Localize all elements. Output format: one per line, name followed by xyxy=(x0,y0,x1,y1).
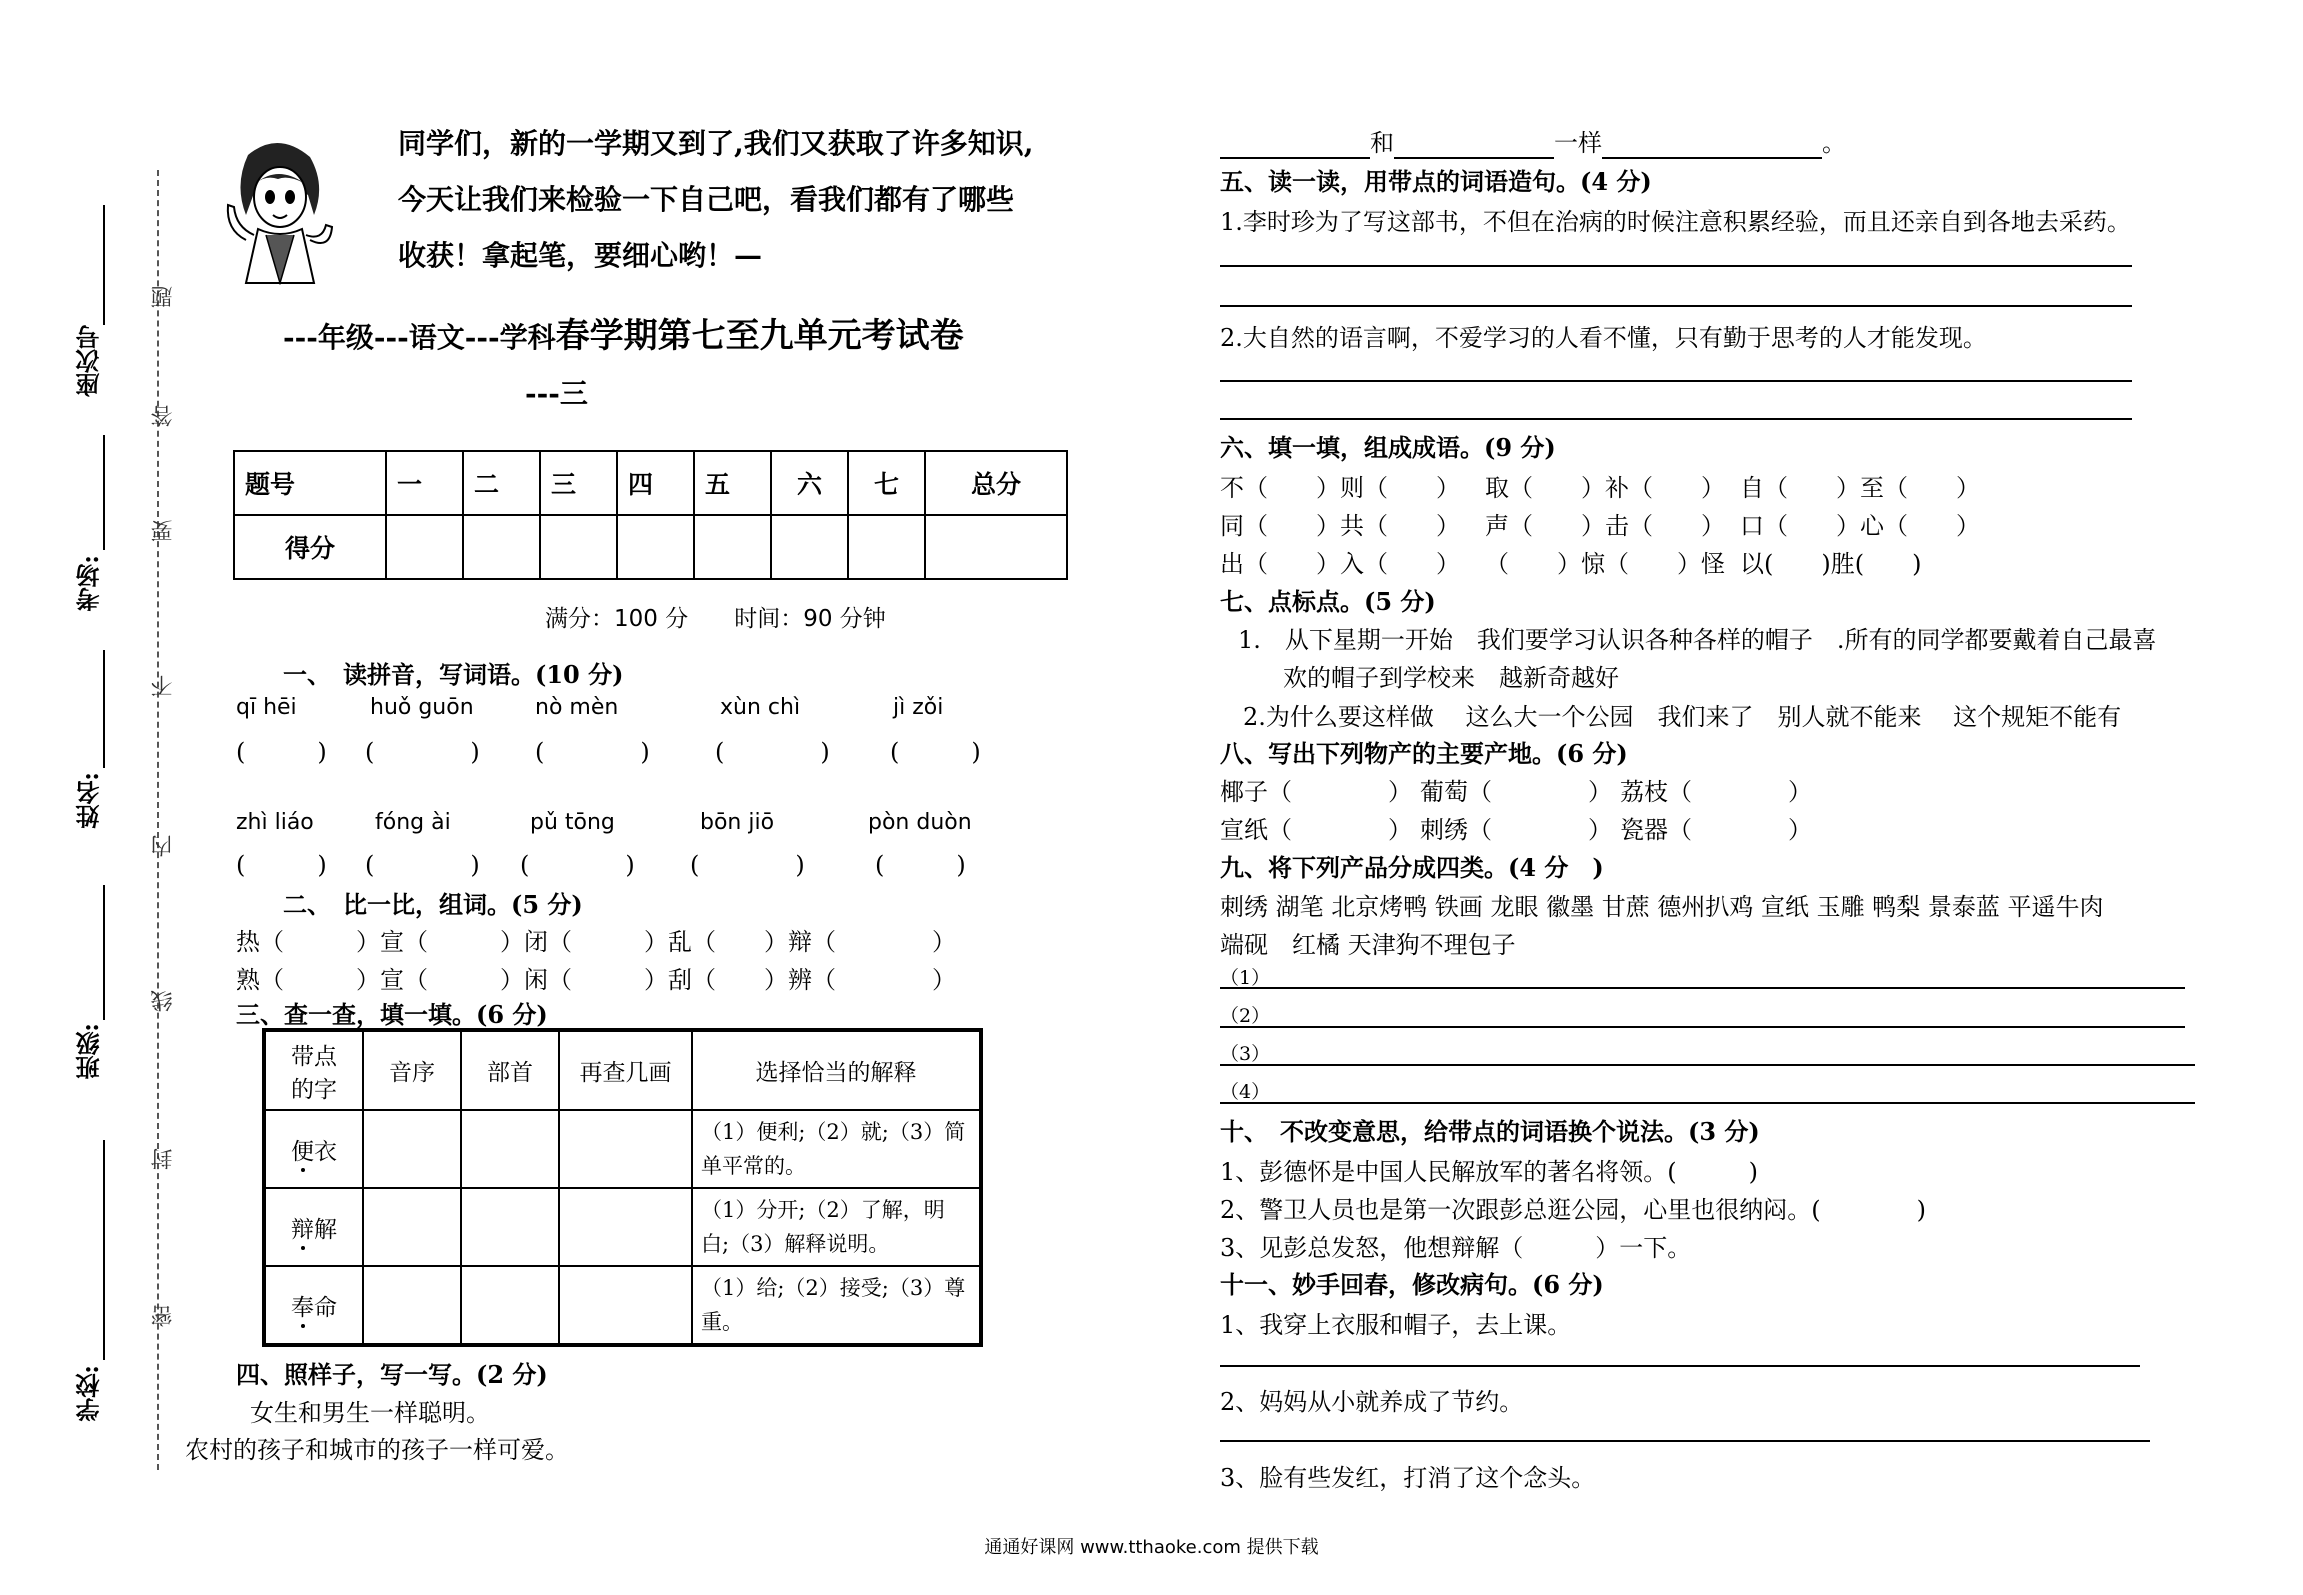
score-cell[interactable] xyxy=(386,515,463,579)
answer-paren-3[interactable]: ( ) xyxy=(535,738,650,766)
answer-paren-1[interactable]: ( ) xyxy=(236,738,327,766)
score-cell[interactable] xyxy=(540,515,617,579)
section-5-title: 五、读一读，用带点的词语造句。(4 分) xyxy=(1220,167,1652,196)
correction-line-1[interactable] xyxy=(1220,1365,2140,1367)
lookup-answer-cell[interactable] xyxy=(461,1110,559,1188)
answer-paren-10[interactable]: ( ) xyxy=(875,851,966,879)
pinyin-3: nò mèn xyxy=(535,695,619,720)
rephrase-q1[interactable]: 1、彭德怀是中国人民解放军的著名将领。( ) xyxy=(1220,1158,1758,1186)
dotted-char: 便 xyxy=(291,1133,314,1166)
compare-item[interactable]: 乱（ ） xyxy=(668,928,788,956)
lookup-header-cell: 再查几画 xyxy=(559,1030,692,1110)
compare-item[interactable]: 辩（ ） xyxy=(788,928,956,956)
lookup-answer-cell[interactable] xyxy=(559,1266,692,1345)
answer-paren-8[interactable]: ( ) xyxy=(520,851,635,879)
title-prefix: ---年级---语文---学科 xyxy=(283,321,556,354)
lookup-answer-cell[interactable] xyxy=(363,1110,461,1188)
lookup-answer-cell[interactable] xyxy=(461,1188,559,1266)
dotted-char: 奉 xyxy=(291,1289,314,1322)
answer-paren-6[interactable]: ( ) xyxy=(236,851,327,879)
answer-paren-5[interactable]: ( ) xyxy=(890,738,981,766)
score-header-cell: 七 xyxy=(848,451,925,515)
score-table xyxy=(233,450,1068,580)
seat-number-label: 座次号 xyxy=(75,325,104,397)
pinyin-9: bōn jiō xyxy=(700,810,775,835)
school-line xyxy=(103,1140,105,1360)
compare-item[interactable]: 闭（ ） xyxy=(524,928,668,956)
lookup-answer-cell[interactable] xyxy=(363,1188,461,1266)
compare-row-1 xyxy=(236,922,956,957)
idiom-3[interactable]: 自（ ）至（ ） xyxy=(1740,474,1980,502)
section-6-title: 六、填一填，组成成语。(9 分) xyxy=(1220,433,1556,462)
lookup-header-cell: 带点 的字 xyxy=(264,1030,363,1110)
dotted-char: 辩 xyxy=(291,1211,314,1244)
sentence-end: 。 xyxy=(1822,129,1846,157)
idiom-9[interactable]: 以( )胜( ) xyxy=(1740,550,1922,578)
compare-item[interactable]: 闲（ ） xyxy=(524,966,668,994)
answer-paren-9[interactable]: ( ) xyxy=(690,851,805,879)
class-line xyxy=(103,885,105,1020)
imitation-answer-line xyxy=(1220,123,1846,159)
idiom-8[interactable]: （ ）惊（ ）怪 xyxy=(1485,550,1725,578)
seal-char-mi: 密 xyxy=(151,1305,176,1327)
score-header-cell: 三 xyxy=(540,451,617,515)
seal-char-da: 答 xyxy=(151,405,176,427)
correction-line-2[interactable] xyxy=(1220,1440,2150,1442)
seal-char-feng: 封 xyxy=(151,1148,176,1170)
category-label-2: （2） xyxy=(1220,1005,1271,1027)
product-list-1: 刺绣 湖笔 北京烤鸭 铁画 龙眼 徽墨 甘蔗 德州扒鸡 宣纸 玉雕 鸭梨 景泰蓝 平遥牛肉 xyxy=(1220,893,2104,921)
pinyin-8: pǔ tōng xyxy=(530,810,615,835)
answer-paren-7[interactable]: ( ) xyxy=(365,851,480,879)
seal-char-yao: 要 xyxy=(151,520,176,542)
category-line-2[interactable] xyxy=(1220,1026,2185,1028)
pinyin-1: qī hēi xyxy=(236,695,297,720)
category-label-4: （4） xyxy=(1220,1081,1271,1103)
seal-char-ti: 题 xyxy=(151,286,176,308)
example-sentence-1: 女生和男生一样聪明。 xyxy=(250,1399,490,1427)
exam-room-label: 考场: xyxy=(75,555,104,612)
lookup-char xyxy=(264,1266,363,1345)
lookup-header-cell: 部首 xyxy=(461,1030,559,1110)
score-header-cell: 总分 xyxy=(925,451,1067,515)
score-row-label: 得分 xyxy=(234,515,386,579)
correction-q1: 1、我穿上衣服和帽子，去上课。 xyxy=(1220,1311,1572,1339)
score-cell[interactable] xyxy=(848,515,925,579)
char-rest: 命 xyxy=(314,1294,337,1321)
idiom-1[interactable]: 不（ ）则（ ） xyxy=(1220,474,1460,502)
exam-title xyxy=(283,308,964,357)
answer-line[interactable] xyxy=(1220,265,2132,267)
score-table-header-row xyxy=(234,451,1067,515)
category-label-3: （3） xyxy=(1220,1043,1271,1065)
class-label: 班级: xyxy=(75,1023,104,1080)
product-1[interactable]: 椰子（ ） xyxy=(1220,778,1412,806)
idiom-2[interactable]: 取（ ）补（ ） xyxy=(1485,474,1725,502)
lookup-row xyxy=(264,1188,981,1266)
section-7-title: 七、点标点。(5 分) xyxy=(1220,587,1436,616)
score-cell[interactable] xyxy=(694,515,771,579)
answer-line[interactable] xyxy=(1220,380,2132,382)
score-header-cell: 一 xyxy=(386,451,463,515)
score-header-cell: 二 xyxy=(463,451,540,515)
rephrase-q2[interactable]: 2、警卫人员也是第一次跟彭总逛公园，心里也很纳闷。( ) xyxy=(1220,1196,1926,1224)
category-label-1: （1） xyxy=(1220,967,1271,989)
lookup-options: （1）给;（2）接受;（3）尊重。 xyxy=(692,1266,981,1345)
seal-char-nei: 内 xyxy=(151,835,176,857)
char-rest: 解 xyxy=(314,1216,337,1243)
page-footer: 通通好课网 www.tthaoke.com 提供下载 xyxy=(984,1537,1319,1558)
product-5[interactable]: 刺绣（ ） xyxy=(1420,816,1612,844)
section-3-title: 三、查一查，填一填。(6 分) xyxy=(236,1000,548,1029)
score-cell[interactable] xyxy=(463,515,540,579)
section-9-title: 九、将下列产品分成四类。(4 分 ) xyxy=(1220,853,1604,882)
answer-line[interactable] xyxy=(1220,418,2132,420)
section-11-title: 十一、妙手回春，修改病句。(6 分) xyxy=(1220,1270,1604,1299)
idiom-7[interactable]: 出（ ）入（ ） xyxy=(1220,550,1460,578)
correction-q3: 3、脸有些发红，打消了这个念头。 xyxy=(1220,1464,1596,1492)
section-10-title: 十、 不改变意思，给带点的词语换个说法。(3 分) xyxy=(1220,1117,1760,1146)
lookup-header-cell: 选择恰当的解释 xyxy=(692,1030,981,1110)
title-sub: ---三 xyxy=(525,377,588,410)
product-3[interactable]: 荔枝（ ） xyxy=(1620,778,1812,806)
lookup-options: （1）分开;（2）了解，明白;（3）解释说明。 xyxy=(692,1188,981,1266)
compare-item[interactable]: 刮（ ） xyxy=(668,966,788,994)
answer-paren-4[interactable]: ( ) xyxy=(715,738,830,766)
seal-char-xian: 线 xyxy=(151,990,176,1012)
lookup-header-cell: 音序 xyxy=(363,1030,461,1110)
category-line-1[interactable] xyxy=(1220,987,2185,989)
pinyin-2: huǒ guōn xyxy=(370,695,474,720)
correction-q2: 2、妈妈从小就养成了节约。 xyxy=(1220,1388,1524,1416)
lookup-char xyxy=(264,1188,363,1266)
product-6[interactable]: 瓷器（ ） xyxy=(1620,816,1812,844)
intro-line-3: 收获！拿起笔，要细心哟！— xyxy=(398,239,763,272)
example-sentence-2: 农村的孩子和城市的孩子一样可爱。 xyxy=(185,1436,569,1464)
title-main: 春学期第七至九单元考试卷 xyxy=(555,316,964,356)
score-cell[interactable] xyxy=(925,515,1067,579)
seal-char-bu: 不 xyxy=(151,675,176,697)
char-rest: 衣 xyxy=(314,1138,337,1165)
blank-1[interactable] xyxy=(1220,129,1370,159)
category-line-4[interactable] xyxy=(1220,1102,2195,1104)
blank-3[interactable] xyxy=(1602,129,1822,159)
answer-line[interactable] xyxy=(1220,305,2132,307)
product-list-2: 端砚 红橘 天津狗不理包子 xyxy=(1220,931,1516,959)
compare-item[interactable]: 热（ ） xyxy=(236,928,380,956)
blank-2[interactable] xyxy=(1394,129,1554,159)
lookup-answer-cell[interactable] xyxy=(559,1188,692,1266)
pinyin-7: fóng ài xyxy=(375,810,451,835)
compare-item[interactable]: 宣（ ） xyxy=(380,928,524,956)
word-yiyang: 一样 xyxy=(1554,129,1602,157)
lookup-answer-cell[interactable] xyxy=(559,1110,692,1188)
lookup-char xyxy=(264,1110,363,1188)
product-2[interactable]: 葡萄（ ） xyxy=(1420,778,1612,806)
pinyin-4: xùn chì xyxy=(720,695,801,720)
compare-item[interactable]: 宣（ ） xyxy=(380,966,524,994)
cartoon-girl-illustration xyxy=(218,135,338,285)
seat-number-line xyxy=(103,205,105,325)
lookup-answer-cell[interactable] xyxy=(461,1266,559,1345)
punctuation-q2: 2.为什么要这样做 这么大一个公园 我们来了 别人就不能来 这个规矩不能有 xyxy=(1243,703,2122,731)
score-table-score-row xyxy=(234,515,1067,579)
idiom-4[interactable]: 同（ ）共（ ） xyxy=(1220,512,1460,540)
score-cell[interactable] xyxy=(771,515,848,579)
idiom-6[interactable]: 口（ ）心（ ） xyxy=(1740,512,1980,540)
sentence-q1: 1.李时珍为了写这部书，不但在治病的时候注意积累经验，而且还亲自到各地去采药。 xyxy=(1220,208,2131,236)
exam-meta: 满分：100 分 时间：90 分钟 xyxy=(545,606,886,632)
compare-item[interactable]: 辨（ ） xyxy=(788,966,956,994)
compare-item[interactable]: 熟（ ） xyxy=(236,966,380,994)
score-header-cell: 四 xyxy=(617,451,694,515)
score-header-cell: 五 xyxy=(694,451,771,515)
intro-line-1: 同学们，新的一学期又到了,我们又获取了许多知识, xyxy=(398,127,1034,160)
score-header-cell: 六 xyxy=(771,451,848,515)
intro-line-2: 今天让我们来检验一下自己吧，看我们都有了哪些 xyxy=(398,183,1015,216)
score-cell[interactable] xyxy=(617,515,694,579)
school-label: 学校: xyxy=(75,1365,104,1422)
product-4[interactable]: 宣纸（ ） xyxy=(1220,816,1412,844)
punctuation-q1b: 欢的帽子到学校来 越新奇越好 xyxy=(1283,664,1619,692)
lookup-answer-cell[interactable] xyxy=(363,1266,461,1345)
word-he: 和 xyxy=(1370,129,1394,157)
punctuation-q1a: 1. 从下星期一开始 我们要学习认识各种各样的帽子 .所有的同学都要戴着自己最喜 xyxy=(1238,626,2157,654)
lookup-row xyxy=(264,1110,981,1188)
binding-dashed-line xyxy=(157,170,159,1470)
answer-paren-2[interactable]: ( ) xyxy=(365,738,480,766)
section-1-title: 一、 读拼音，写词语。(10 分) xyxy=(283,660,624,689)
exam-room-line xyxy=(103,435,105,550)
rephrase-q3[interactable]: 3、见彭总发怒，他想辩解（ ）一下。 xyxy=(1220,1234,1692,1262)
compare-row-2 xyxy=(236,960,956,995)
section-4-title: 四、照样子，写一写。(2 分) xyxy=(236,1360,548,1389)
pinyin-6: zhì liáo xyxy=(236,810,314,835)
section-2-title: 二、 比一比，组词。(5 分) xyxy=(283,890,583,919)
pinyin-5: jì zǒi xyxy=(893,695,944,720)
name-label: 姓名: xyxy=(75,772,104,829)
lookup-row xyxy=(264,1266,981,1345)
pinyin-10: pòn duòn xyxy=(868,810,972,835)
dictionary-lookup-table xyxy=(262,1028,983,1347)
lookup-header-row xyxy=(264,1030,981,1110)
lookup-options: （1）便利;（2）就;（3）简单平常的。 xyxy=(692,1110,981,1188)
name-line xyxy=(103,650,105,768)
category-line-3[interactable] xyxy=(1220,1064,2195,1066)
idiom-5[interactable]: 声（ ）击（ ） xyxy=(1485,512,1725,540)
sentence-q2: 2.大自然的语言啊，不爱学习的人看不懂，只有勤于思考的人才能发现。 xyxy=(1220,324,1987,352)
section-8-title: 八、写出下列物产的主要产地。(6 分) xyxy=(1220,739,1628,768)
score-header-cell: 题号 xyxy=(234,451,386,515)
